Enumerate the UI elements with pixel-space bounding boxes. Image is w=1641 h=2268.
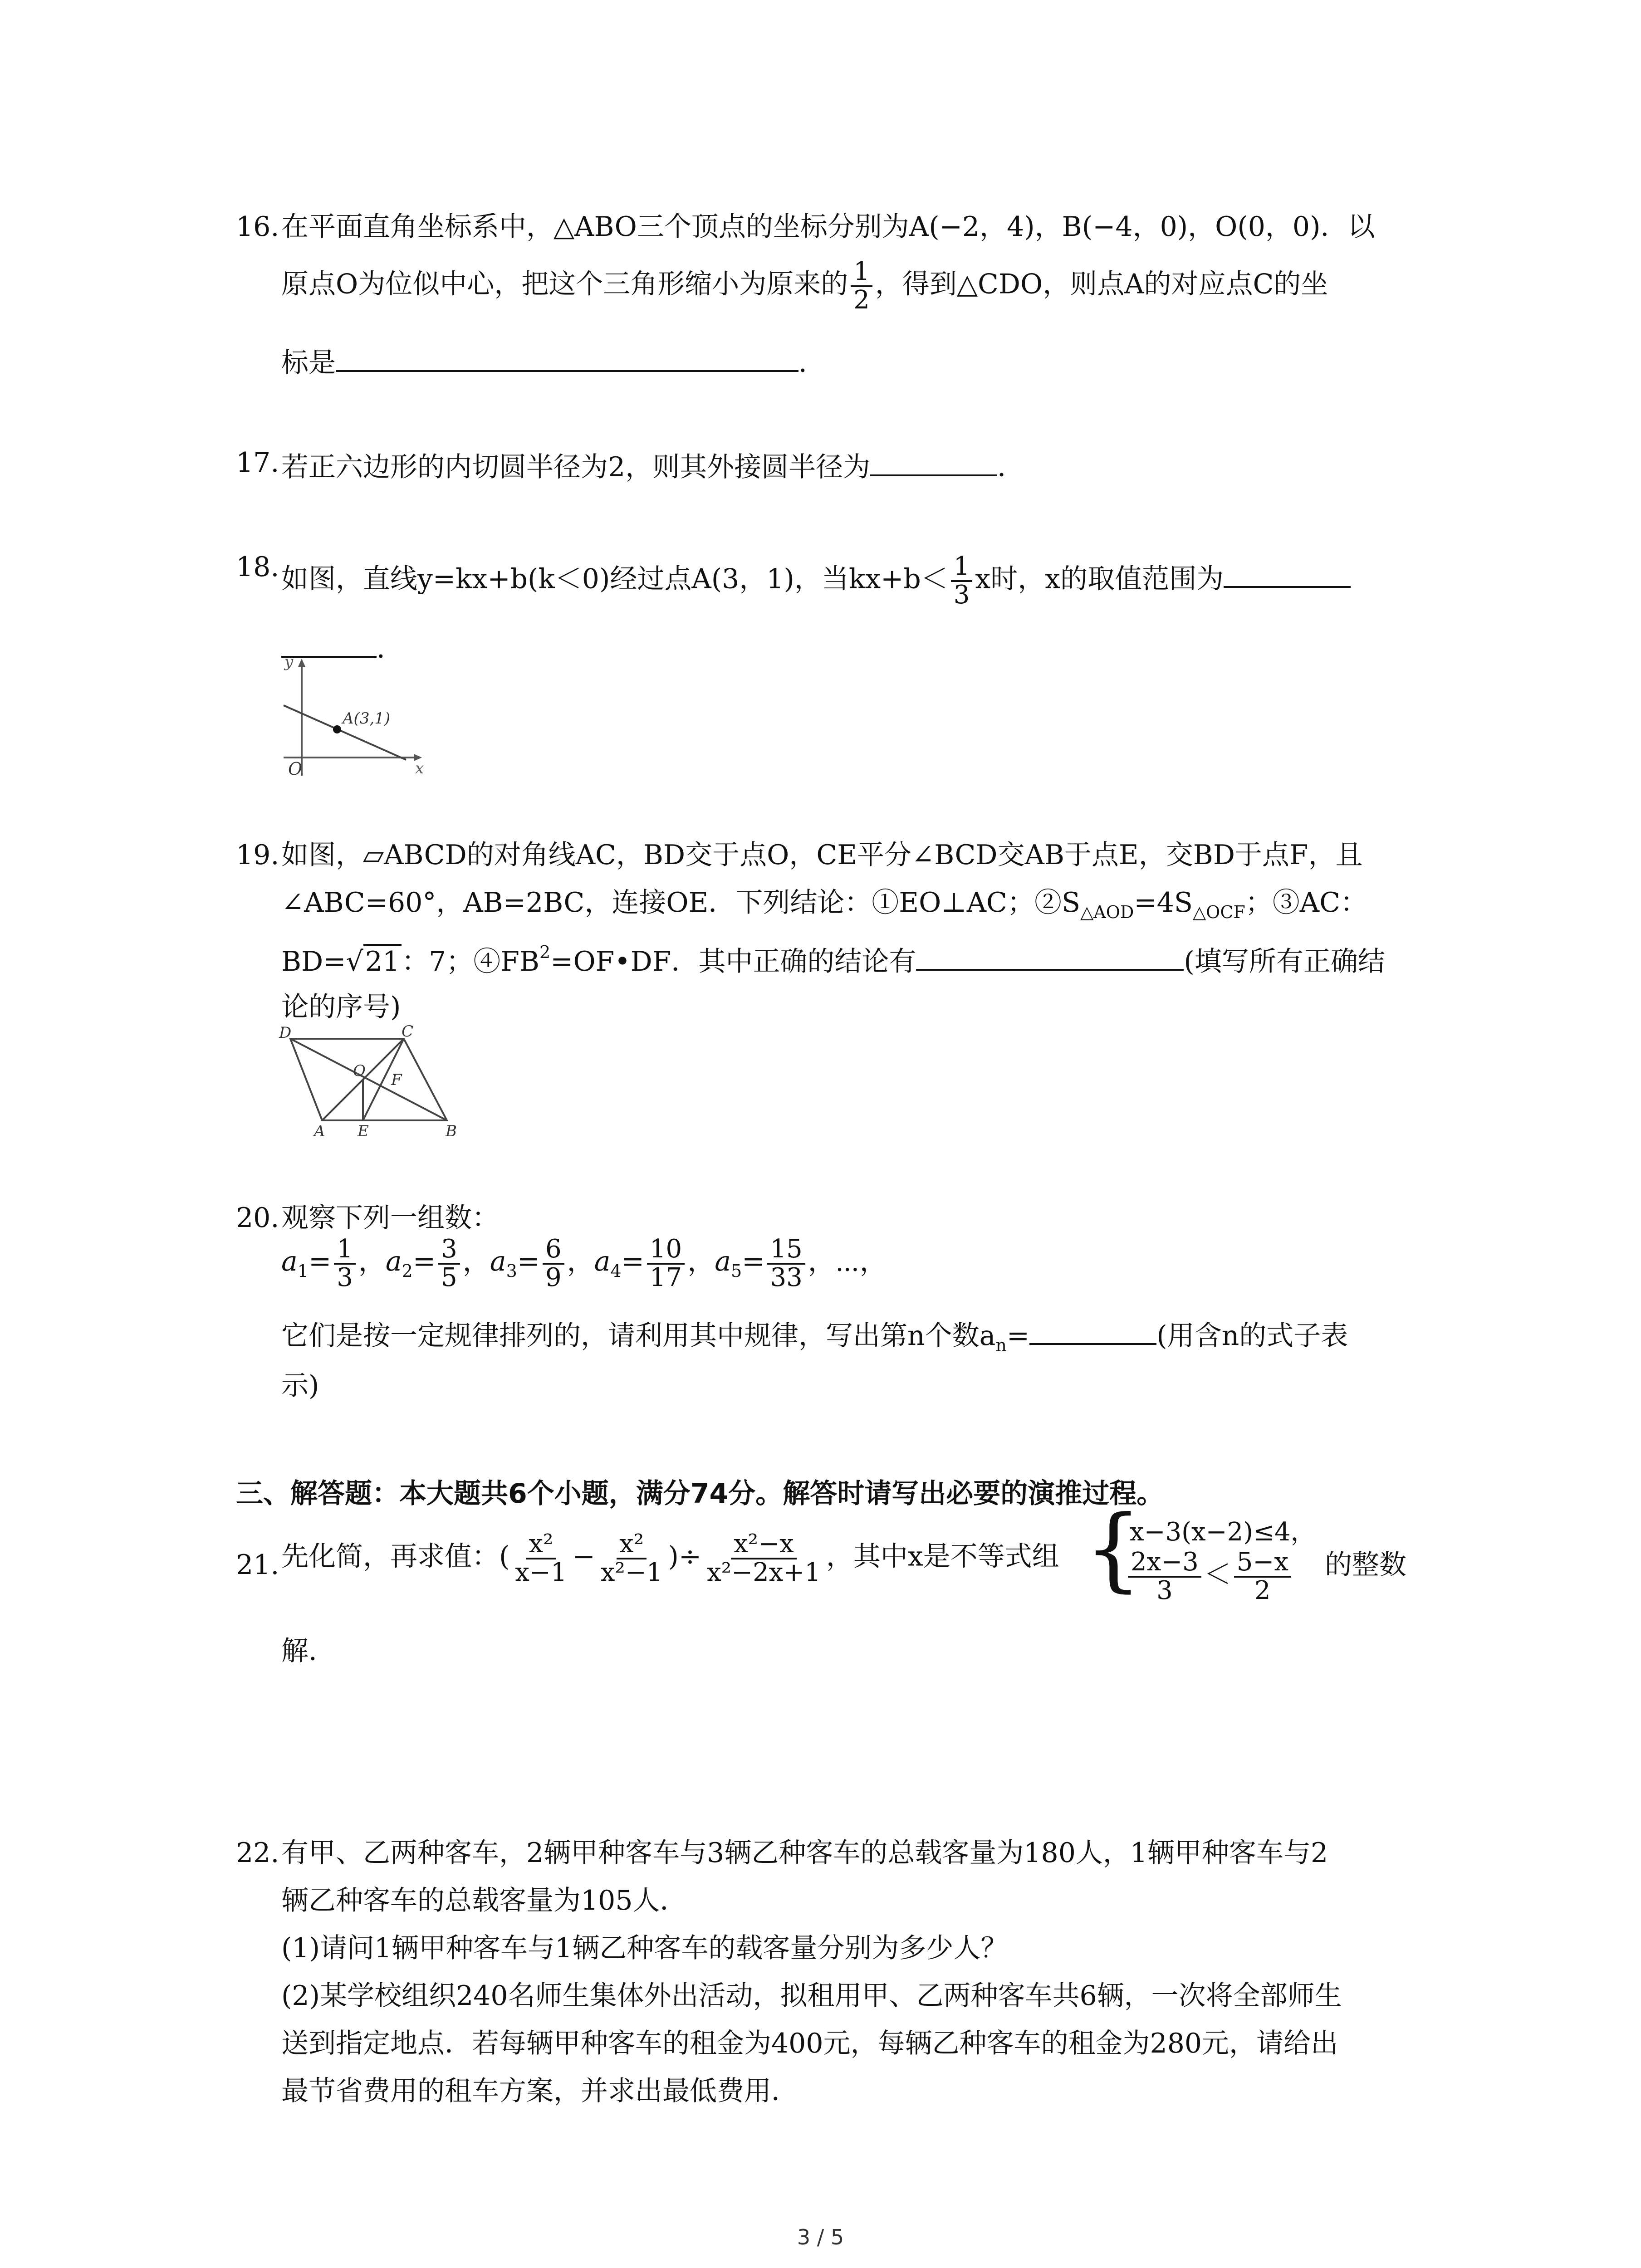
q19-label-c: C	[402, 1025, 414, 1041]
q16-line2	[281, 259, 1328, 314]
q20-term-4-index: 4	[610, 1261, 622, 1281]
q21-frac-2	[598, 1531, 666, 1586]
q19-line2	[281, 889, 1367, 921]
q22-part-1: (1)请问1辆甲种客车与1辆乙种客车的载客量分别为多少人？	[281, 1932, 1008, 1964]
q20-term-3: $a_3=$ $\frac{6}{9}$	[490, 1246, 567, 1277]
q18-number: 18.	[236, 551, 279, 583]
q20-term-2-num: 3	[438, 1236, 460, 1265]
q18-fraction	[951, 553, 973, 609]
q20-term-3-index: 3	[506, 1261, 517, 1281]
q19-label-a: A	[314, 1122, 325, 1139]
q19-label-b: B	[446, 1122, 457, 1139]
q18-point-label: A(3,1)	[343, 709, 391, 728]
q18-frac-denominator: 3	[953, 580, 970, 610]
q16-fraction	[851, 259, 872, 314]
section-3-title: 三、解答题：本大题共6个小题，满分74分。解答时请写出必要的演推过程。	[236, 1478, 1164, 1510]
q21-number: 21.	[236, 1549, 279, 1581]
q19-radical-icon: √	[346, 946, 363, 978]
q20-ellipsis: ，⋯，	[808, 1246, 887, 1278]
q18-answer-blank[interactable]	[1224, 561, 1351, 588]
q18-line1-text-b: x时，x的取值范围为	[975, 563, 1224, 595]
q21-frac-3	[704, 1531, 823, 1586]
q20-number: 20.	[236, 1202, 279, 1234]
q19-line2-b: =4S	[1134, 887, 1193, 919]
q20-term-3-name: a	[490, 1246, 506, 1278]
q20-term-1-num: 1	[334, 1236, 356, 1265]
q20-term-2-name: a	[385, 1246, 402, 1278]
q18-y-arrow	[298, 659, 305, 667]
q20-term-1-den: 3	[337, 1262, 353, 1292]
q22-line1: 有甲、乙两种客车，2辆甲种客车与3辆乙种客车的总载客量为180人，1辆甲种客车与2	[281, 1837, 1328, 1869]
q19-sup-2: 2	[539, 942, 551, 962]
q20-term-5-frac	[767, 1236, 805, 1291]
q21-ineq2-right-num: 5−x	[1234, 1549, 1291, 1578]
q19-line4: 论的序号)	[281, 991, 401, 1023]
q20-term-4-num: 10	[647, 1236, 685, 1265]
q21-divide: )÷	[668, 1540, 702, 1573]
q20-term-2-den: 5	[441, 1262, 457, 1292]
q19-sub-ocf: △OCF	[1192, 902, 1245, 922]
q18-point-a	[333, 725, 341, 733]
q20-term-3-num: 6	[543, 1236, 564, 1265]
q16-number: 16.	[236, 211, 279, 243]
q20-term-3-den: 9	[545, 1262, 562, 1292]
q20-term-5-index: 5	[730, 1261, 742, 1281]
q18-graph-figure	[279, 653, 433, 780]
q21-frac-2-num: x²	[617, 1531, 647, 1559]
q16-frac-denominator: 2	[853, 285, 870, 315]
q18-x-label: x	[415, 759, 424, 777]
q19-line3-a: BD=	[281, 946, 346, 978]
q21-system-brace: {	[1084, 1496, 1142, 1602]
q22-line2: 辆乙种客车的总载客量为105人．	[281, 1885, 687, 1916]
q22-part-2-line1: (2)某学校组织240名师生集体外出活动，拟租用甲、乙两种客车共6辆，一次将全部师生	[281, 1980, 1342, 2012]
q20-term-1-frac	[334, 1236, 356, 1291]
q21-tail: 的整数	[1325, 1549, 1406, 1581]
q19-line1: 如图，▱ABCD的对角线AC，BD交于点O，CE平分∠BCD交AB于点E，交BD于点F，且	[281, 839, 1363, 871]
q21-intro: 先化简，再求值：(	[281, 1540, 510, 1573]
q21-frac-1-num: x²	[526, 1531, 556, 1559]
q20-term-2-index: 2	[402, 1261, 413, 1281]
q19-label-f: F	[391, 1071, 402, 1089]
q17-answer-blank[interactable]	[870, 449, 997, 476]
q20-term-4-name: a	[594, 1246, 611, 1278]
q20-term-4: $a_4=$ $\frac{10}{17}$	[594, 1246, 688, 1277]
q20-line3-b: =	[1006, 1320, 1030, 1352]
q16-frac-numerator: 1	[851, 259, 872, 287]
q22-part-2-line2: 送到指定地点．若每辆甲种客车的租金为400元，每辆乙种客车的租金为280元，请给出	[281, 2028, 1338, 2059]
q20-term-5-num: 15	[767, 1236, 805, 1265]
q21-inequality-2	[1125, 1549, 1294, 1604]
q19-sub-aod: △AOD	[1080, 902, 1134, 922]
q20-term-2-frac	[438, 1236, 460, 1291]
q20-term-5-name: a	[715, 1246, 731, 1278]
q20-term-2: $a_2=$ $\frac{3}{5}$	[386, 1246, 463, 1277]
q21-expression	[281, 1531, 1059, 1586]
q18-line1	[281, 553, 1351, 609]
q19-line2-a: ∠ABC=60°，AB=2BC，连接OE．下列结论：①EO⊥AC；②S	[281, 887, 1081, 919]
q20-line1: 观察下列一组数：	[281, 1202, 499, 1234]
q19-answer-blank[interactable]	[916, 943, 1184, 971]
q22-part-2-line3: 最节省费用的租车方案，并求出最低费用．	[281, 2075, 798, 2107]
q16-line3-text: 标是	[281, 347, 336, 379]
q20-term-4-frac	[647, 1236, 685, 1291]
q17-end: ．	[997, 451, 1025, 483]
q21-line2: 解．	[281, 1635, 336, 1667]
q21-ineq2-left	[1128, 1549, 1201, 1604]
q21-ineq2-right-den: 2	[1254, 1575, 1271, 1605]
q21-frac-3-num: x²−x	[731, 1531, 797, 1559]
q16-line1: 在平面直角坐标系中，△ABO三个顶点的坐标分别为A(−2，4)，B(−4，0)，O(0，0)．以	[281, 211, 1375, 243]
q20-answer-blank[interactable]	[1029, 1318, 1156, 1345]
q21-frac-2-den: x²−1	[600, 1557, 663, 1587]
q18-frac-numerator: 1	[951, 553, 973, 582]
q19-line3	[281, 942, 1385, 978]
q19-radicand: 21	[363, 944, 402, 978]
q21-ineq2-left-num: 2x−3	[1128, 1549, 1201, 1578]
q19-line3-b: ：7；④FB	[402, 946, 539, 978]
q20-line4: 示)	[281, 1370, 319, 1402]
q20-term-1: $a_1=$ $\frac{1}{3}$	[281, 1246, 358, 1277]
q16-line2-text-a: 原点O为位似中心，把这个三角形缩小为原来的	[281, 268, 848, 300]
q16-line3	[281, 345, 826, 379]
q20-line3	[281, 1318, 1348, 1354]
q18-line1-text-a: 如图，直线y=kx+b(k＜0)经过点A(3，1)，当kx+b＜	[281, 563, 948, 595]
q21-inequality-1: x−3(x−2)≤4，	[1130, 1517, 1316, 1547]
q19-label-o: O	[353, 1062, 366, 1080]
q20-term-5: $a_5=$ $\frac{15}{33}$	[715, 1246, 808, 1277]
q20-sequence: $a_1=$ $\frac{1}{3}$ ，$a_2=$ $\frac{3}{5}$ ，$a_3=$ $\frac{6}{9}$ ，$a_4=$ $\frac{10}{17}$ ，$a_5=$ $\frac{15}{33}$ ，⋯，	[281, 1234, 887, 1292]
q20-term-5-den: 33	[770, 1262, 803, 1292]
q17-text: 若正六边形的内切圆半径为2，则其外接圆半径为	[281, 451, 871, 483]
q21-frac-1	[512, 1531, 569, 1586]
q17-number: 17.	[236, 447, 279, 479]
q18-origin-label: O	[288, 759, 303, 779]
q20-term-3-frac	[543, 1236, 564, 1291]
q21-frac-1-den: x−1	[515, 1557, 567, 1587]
q19-parallelogram-figure	[277, 1025, 467, 1139]
q19-number: 19.	[236, 839, 279, 871]
q21-ineq2-left-den: 3	[1156, 1575, 1173, 1605]
q20-sub-n: n	[995, 1335, 1007, 1355]
q20-line3-a: 它们是按一定规律排列的，请利用其中规律，写出第n个数a	[281, 1320, 996, 1352]
q18-line2-end: ．	[377, 633, 404, 665]
q18-y-label: y	[284, 653, 294, 671]
q16-answer-blank[interactable]	[336, 345, 798, 372]
q16-line2-text-b: ，得到△CDO，则点A的对应点C的坐	[875, 268, 1328, 300]
q19-line2-c: ；③AC：	[1245, 887, 1368, 919]
q20-term-4-den: 17	[649, 1262, 682, 1292]
q19-label-d: D	[279, 1025, 292, 1042]
q19-sqrt	[346, 944, 402, 978]
q22-number: 22.	[236, 1837, 279, 1869]
q19-line3-d: (填写所有正确结	[1184, 946, 1385, 978]
q20-term-1-index: 1	[297, 1261, 309, 1281]
q19-line3-c: =OF•DF．其中正确的结论有	[550, 946, 916, 978]
q21-mid-text: ，其中x是不等式组	[826, 1540, 1059, 1573]
q16-line3-end: ．	[798, 347, 826, 379]
q21-minus: −	[572, 1540, 595, 1573]
q21-ineq2-operator: ＜	[1204, 1559, 1231, 1591]
q19-label-e: E	[358, 1122, 369, 1139]
q17-line	[281, 449, 1024, 481]
q21-ineq2-right	[1234, 1549, 1291, 1604]
page-number: 3 / 5	[797, 2225, 844, 2249]
q20-term-1-name: a	[281, 1246, 298, 1278]
q20-line3-c: (用含n的式子表	[1156, 1320, 1348, 1352]
q21-frac-3-den: x²−2x+1	[707, 1557, 821, 1587]
